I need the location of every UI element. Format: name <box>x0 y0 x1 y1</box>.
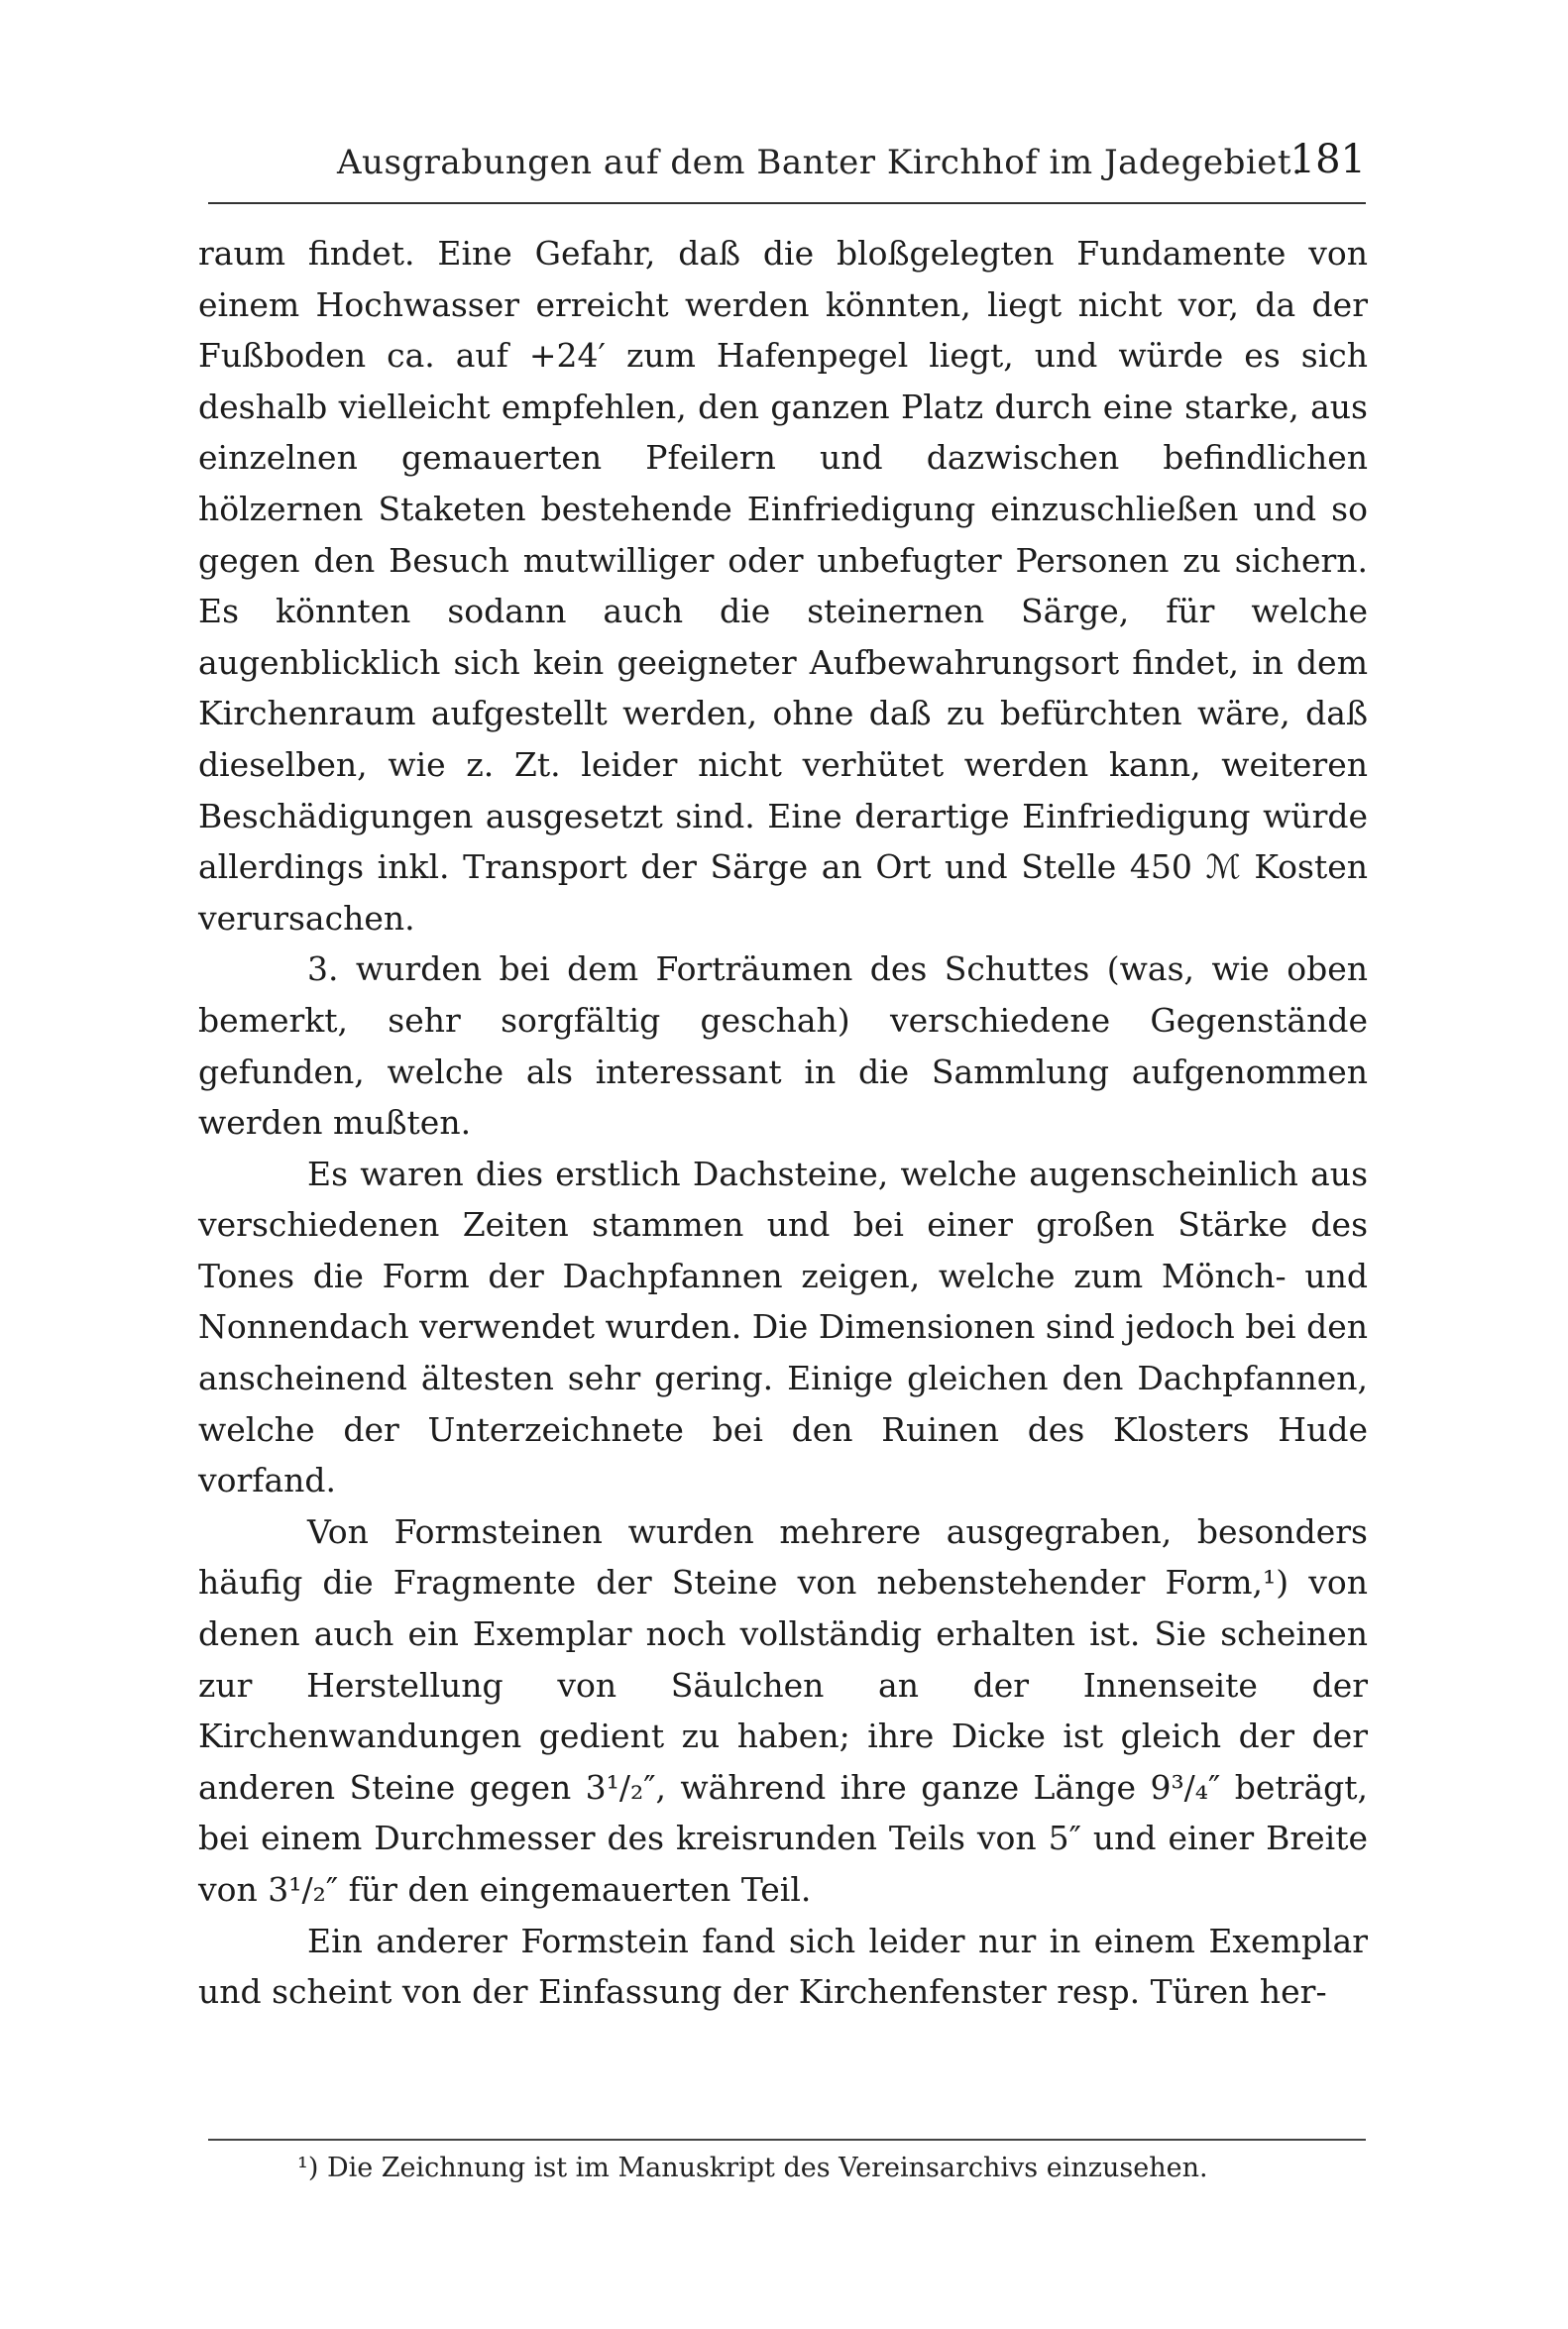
running-head <box>208 137 1366 196</box>
header-rule <box>208 202 1366 204</box>
paragraph-2: 3. wurden bei dem Forträumen des Schuttes (was, wie oben bemerkt, sehr sorgfältig geschah) verschiedene Gegenstände gefunden, welche als interessant in die Sammlung aufgenommen werden mußten. <box>198 949 1368 1143</box>
footnote-rule <box>208 2139 1366 2141</box>
running-title: Ausgrabungen auf dem Banter Kirchhof im Jadegebiet. <box>337 143 1303 182</box>
body-text <box>198 228 1368 2018</box>
footnote: ¹) Die Zeichnung ist im Manuskript des Vereinsarchivs einzusehen. <box>297 2153 1208 2183</box>
paragraph-1: raum findet. Eine Gefahr, daß die bloßgelegten Fundamente von einem Hochwasser erreicht werden könnten, liegt nicht vor, da der Fußboden ca. auf +24′ zum Hafenpegel liegt, und würde es sich deshalb vielleicht empfehlen, den ganzen Platz durch eine starke, aus einzelnen gemauerten Pfeilern und dazwischen befindlichen hölzernen Staketen bestehende Einfriedigung einzuschließen und so gegen den Besuch mutwilliger oder unbefugter Personen zu sichern. Es könnten sodann auch die steinernen Särge, für welche augenblicklich sich kein geeigneter Aufbewahrungsort findet, in dem Kirchenraum aufgestellt werden, ohne daß zu befürchten wäre, daß dieselben, wie z. Zt. leider nicht verhütet werden kann, weiteren Beschädigungen ausgesetzt sind. Eine derartige Einfriedigung würde allerdings inkl. Transport der Särge an Ort und Stelle 450 ℳ Kosten verursachen. <box>198 234 1368 938</box>
paragraph-3: Es waren dies erstlich Dachsteine, welche augenscheinlich aus verschiedenen Zeiten stammen und bei einer großen Stärke des Tones die Form der Dachpfannen zeigen, welche zum Mönch- und Nonnendach verwendet wurden. Die Dimensionen sind jedoch bei den anscheinend ältesten sehr gering. Einige gleichen den Dachpfannen, welche der Unterzeichnete bei den Ruinen des Klosters Hude vorfand. <box>198 1154 1368 1500</box>
paragraph-5: Ein anderer Formstein fand sich leider nur in einem Exemplar und scheint von der Einfassung der Kirchenfenster resp. Türen her- <box>198 1921 1368 2012</box>
paragraph-4: Von Formsteinen wurden mehrere ausgegraben, besonders häufig die Fragmente der Steine von nebenstehender Form,¹) von denen auch ein Exemplar noch vollständig erhalten ist. Sie scheinen zur Herstellung von Säulchen an der Innenseite der Kirchenwandungen gedient zu haben; ihre Dicke ist gleich der der anderen Steine gegen 3¹/₂″, während ihre ganze Länge 9³/₄″ beträgt, bei einem Durchmesser des kreisrunden Teils von 5″ und einer Breite von 3¹/₂″ für den eingemauerten Teil. <box>198 1511 1368 1909</box>
page-number: 181 <box>1289 137 1366 182</box>
